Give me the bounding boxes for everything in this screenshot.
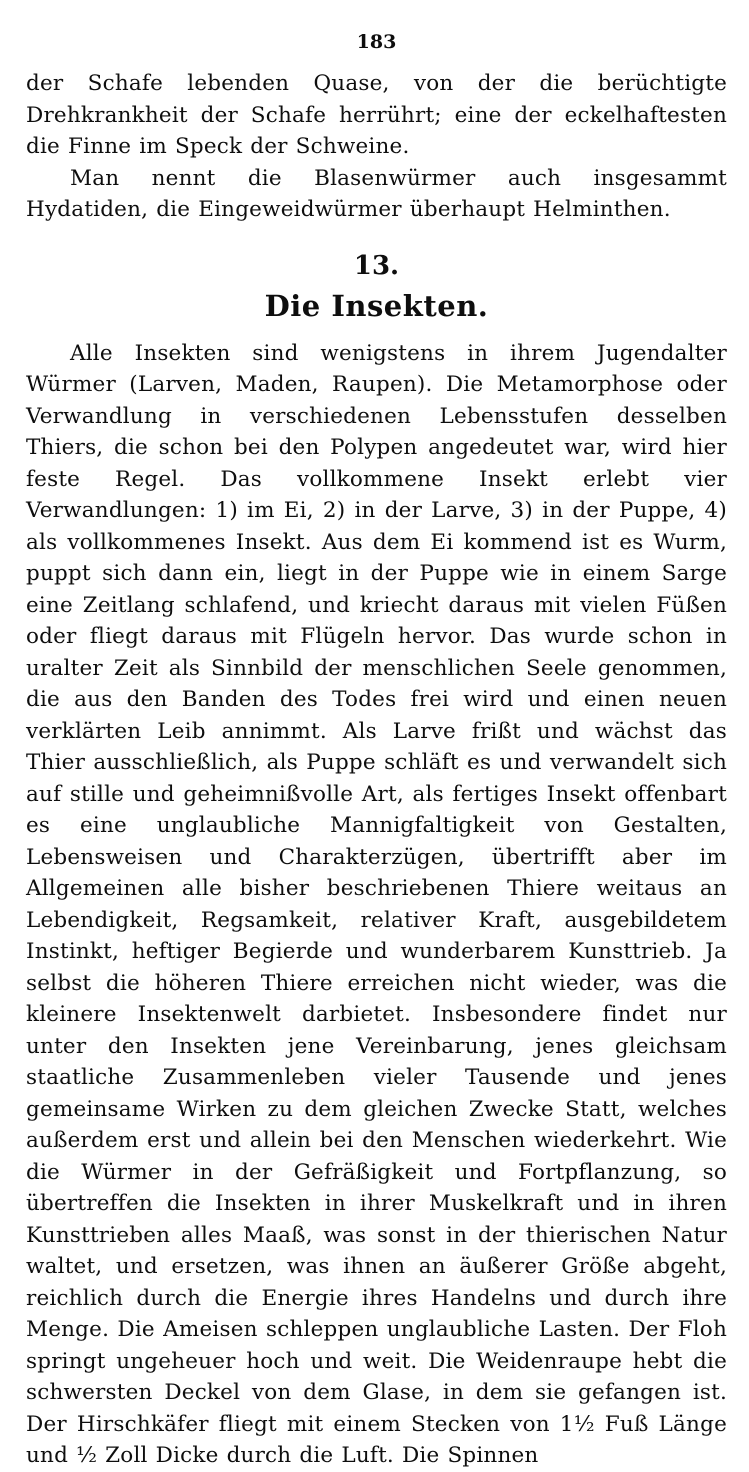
hydatiden-paragraph: Man nennt die Blasenwürmer auch insgesammt Hydatiden, die Eingeweidwürmer überhaupt Helminthen. bbox=[26, 165, 727, 222]
continuation-paragraph: der Schafe lebenden Quase, von der die berüchtigte Drehkrankheit der Schafe herrührt; eine der eckelhaftesten die Finne im Speck der Schweine. bbox=[26, 71, 727, 159]
chapter-number: 13. bbox=[353, 250, 400, 281]
insekten-body-paragraph: Alle Insekten sind wenigstens in ihrem Jugendalter Würmer (Larven, Maden, Raupen). Die Metamorphose oder Verwandlung in verschiedenen Lebensstufen desselben Thiers, die schon bei den Polypen angedeutet war, wird hier feste Regel. Das vollkommene Insekt erlebt vier Verwandlungen: 1) im Ei, 2) in der Larve, 3) in der Puppe, 4) als vollkommenes Insekt. Aus dem Ei kommend ist es Wurm, puppt sich dann ein, liegt in der Puppe wie in einem Sarge eine Zeitlang schlafend, und kriecht daraus mit vielen Füßen oder fliegt daraus mit Flügeln hervor. Das wurde schon in uralter Zeit als Sinnbild der menschlichen Seele genommen, die aus den Banden des Todes frei wird und einen neuen verklärten Leib annimmt. Als Larve frißt und wächst das Thier ausschließlich, als Puppe schläft es und verwandelt sich auf stille und geheimnißvolle Art, als fertiges Insekt offenbart es eine unglaubliche Mannigfaltigkeit von Gestalten, Lebensweisen und Charakterzügen, übertrifft aber im Allgemeinen alle bisher beschriebenen Thiere weitaus an Lebendigkeit, Regsamkeit, relativer Kraft, ausgebildetem Instinkt, heftiger Begierde und wunderbarem Kunsttrieb. Ja selbst die höheren Thiere erreichen nicht wieder, was die kleinere Insektenwelt darbietet. Insbesondere findet nur unter den Insekten jene Vereinbarung, jenes gleichsam staatliche Zusammenleben vieler Tausende und jenes gemeinsame Wirken zu dem gleichen Zwecke Statt, welches außerdem erst und allein bei den Menschen wiederkehrt. Wie die Würmer in der Gefräßigkeit und Fortpflanzung, so übertreffen die Insekten in ihrer Muskelkraft und in ihren Kunsttrieben alles Maaß, was sonst in der thierischen Natur waltet, und ersetzen, was ihnen an äußerer Größe abgeht, reichlich durch die Energie ihres Handelns und durch ihre Menge. Die Ameisen schleppen unglaubliche Lasten. Der Floh springt ungeheuer hoch und weit. Die Weidenraupe hebt die schwersten Deckel von dem Glase, in dem sie gefangen ist. Der Hirschkäfer fliegt mit einem Stecken von 1½ Fuß Länge und ½ Zoll Dicke durch die Luft. Die Spinnen bbox=[26, 340, 727, 1468]
page-number: 183 bbox=[356, 31, 397, 53]
chapter-title: Die Insekten. bbox=[264, 288, 489, 323]
